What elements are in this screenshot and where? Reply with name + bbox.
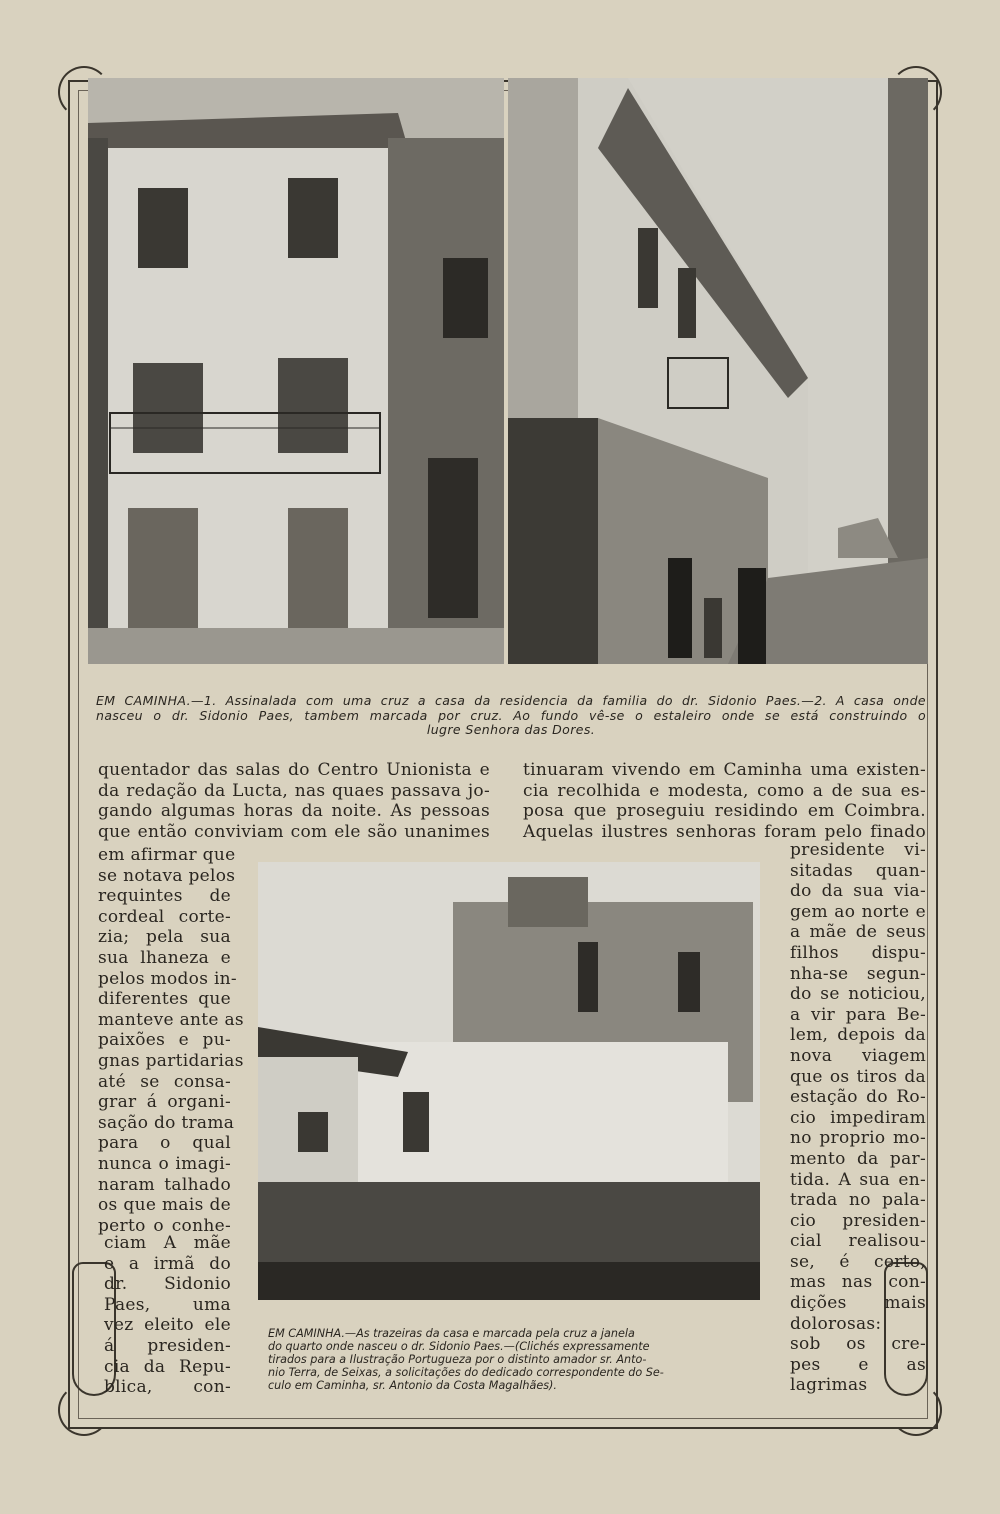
caption-bottom-line4: nio Terra, de Seixas, a solicitações do dedicado correspondente do Se- [268, 1366, 664, 1379]
caption-bottom-line1: EM CAMINHA.—As trazeiras da casa e marcada pela cruz a janela [268, 1327, 635, 1340]
text-line: até se consa- [98, 1071, 231, 1092]
text-line: em afirmar que [98, 845, 236, 865]
text-line: filhos dispu- [790, 942, 926, 963]
text-line: Aquelas ilustres senhoras foram pelo finado [523, 821, 926, 842]
text-line: sua lhaneza e [98, 947, 231, 968]
text-line: se, é certo, [790, 1251, 926, 1272]
text-line: mas nas con- [790, 1272, 926, 1293]
text-line: da redação da Lucta, nas quaes passava jo- [98, 780, 490, 801]
text-line: cio presiden- [790, 1210, 926, 1231]
text-line: posa que proseguiu residindo em Coimbra. [523, 801, 926, 822]
text-line: os que mais de [98, 1195, 231, 1216]
text-line: trada no pala- [790, 1190, 926, 1211]
text-line: pes e as [790, 1354, 926, 1375]
text-line: cordeal corte- [98, 906, 231, 927]
text-line: ciam A mãe [104, 1233, 231, 1253]
caption-bottom-line2: do quarto onde nasceu o dr. Sidonio Paes.—(Clichés expressamente [268, 1340, 650, 1353]
text-line: a mãe de seus [790, 922, 926, 943]
text-line: presidente vi- [790, 840, 926, 860]
photo-house-rear [258, 862, 760, 1300]
caption-top [96, 694, 926, 738]
text-line: zia; pela sua [98, 927, 231, 948]
text-line: nha-se segun- [790, 963, 926, 984]
text-line: a vir para Be- [790, 1004, 926, 1025]
photo-house-residence [88, 78, 504, 664]
text-line: perto o conhe- [98, 1215, 231, 1236]
text-line: sitadas quan- [790, 860, 926, 881]
text-line: nova viagem [790, 1045, 926, 1066]
text-line: requintes de [98, 886, 231, 907]
text-line: paixões e pu- [98, 1030, 231, 1051]
text-line: Paes, uma [104, 1294, 231, 1315]
text-line: tida. A sua en- [790, 1169, 926, 1190]
caption-bottom-line5: culo em Caminha, sr. Antonio da Costa Magalhães). [268, 1379, 557, 1392]
body-left-top [98, 760, 490, 842]
text-line: sação do trama [98, 1112, 235, 1133]
text-line: gem ao norte e [790, 901, 926, 922]
text-line: quentador das salas do Centro Unionista e [98, 760, 490, 780]
caption-top-line2: nasceu o dr. Sidonio Paes, tambem marcada por cruz. Ao fundo vê-se o estaleiro onde se está construindo o [96, 707, 926, 723]
text-line: dr. Sidonio [104, 1274, 231, 1295]
caption-top-line1: EM CAMINHA.—1. Assinalada com uma cruz a casa da residencia da familia do dr. Sidonio Paes.—2. A casa onde [96, 693, 926, 708]
text-line: no proprio mo- [790, 1128, 926, 1149]
text-line: gando algumas horas da noite. As pessoas [98, 801, 490, 822]
text-line: estação do Ro- [790, 1087, 926, 1108]
caption-bottom-line3: tirados para a Ilustração Portugueza por o distinto amador sr. Anto- [268, 1353, 647, 1366]
photo-birth-house-street [508, 78, 928, 664]
body-right-narrow [790, 840, 926, 1396]
text-line: dições mais [790, 1293, 926, 1314]
text-line: grar á organi- [98, 1092, 231, 1113]
text-line: cia da Repu- [104, 1356, 231, 1377]
text-line: blica, con- [104, 1377, 231, 1398]
text-line: á presiden- [104, 1335, 231, 1356]
body-left-narrow [98, 845, 244, 1236]
text-line: mento da par- [790, 1148, 926, 1169]
text-line: gnas partidarias [98, 1050, 244, 1071]
text-line: cia recolhida e modesta, como a de sua es- [523, 780, 926, 801]
text-line: que então conviviam com ele são unanimes [98, 821, 490, 842]
body-left-narrower [104, 1233, 231, 1398]
text-line: naram talhado [98, 1174, 231, 1195]
text-line: lem, depois da [790, 1025, 926, 1046]
text-line: do da sua via- [790, 881, 926, 902]
body-right-top [523, 760, 926, 842]
caption-bottom [268, 1327, 756, 1392]
text-line: e a irmã do [104, 1253, 231, 1274]
text-line: que os tiros da [790, 1066, 926, 1087]
text-line: cial realisou- [790, 1231, 926, 1252]
text-line: diferentes que [98, 989, 231, 1010]
text-line: cio impediram [790, 1107, 926, 1128]
text-line: nunca o imagi- [98, 1153, 231, 1174]
text-line: lagrimas [790, 1375, 868, 1396]
text-line: sob os cre- [790, 1334, 926, 1355]
text-line: do se noticiou, [790, 984, 926, 1005]
text-line: dolorosas: [790, 1313, 882, 1334]
text-line: pelos modos in- [98, 968, 237, 989]
text-line: vez eleito ele [104, 1315, 231, 1336]
text-line: se notava pelos [98, 865, 236, 886]
text-line: tinuaram vivendo em Caminha uma existen- [523, 760, 926, 780]
text-line: para o qual [98, 1133, 231, 1154]
caption-top-line3: lugre Senhora das Dores. [426, 722, 596, 737]
text-line: manteve ante as [98, 1009, 244, 1030]
